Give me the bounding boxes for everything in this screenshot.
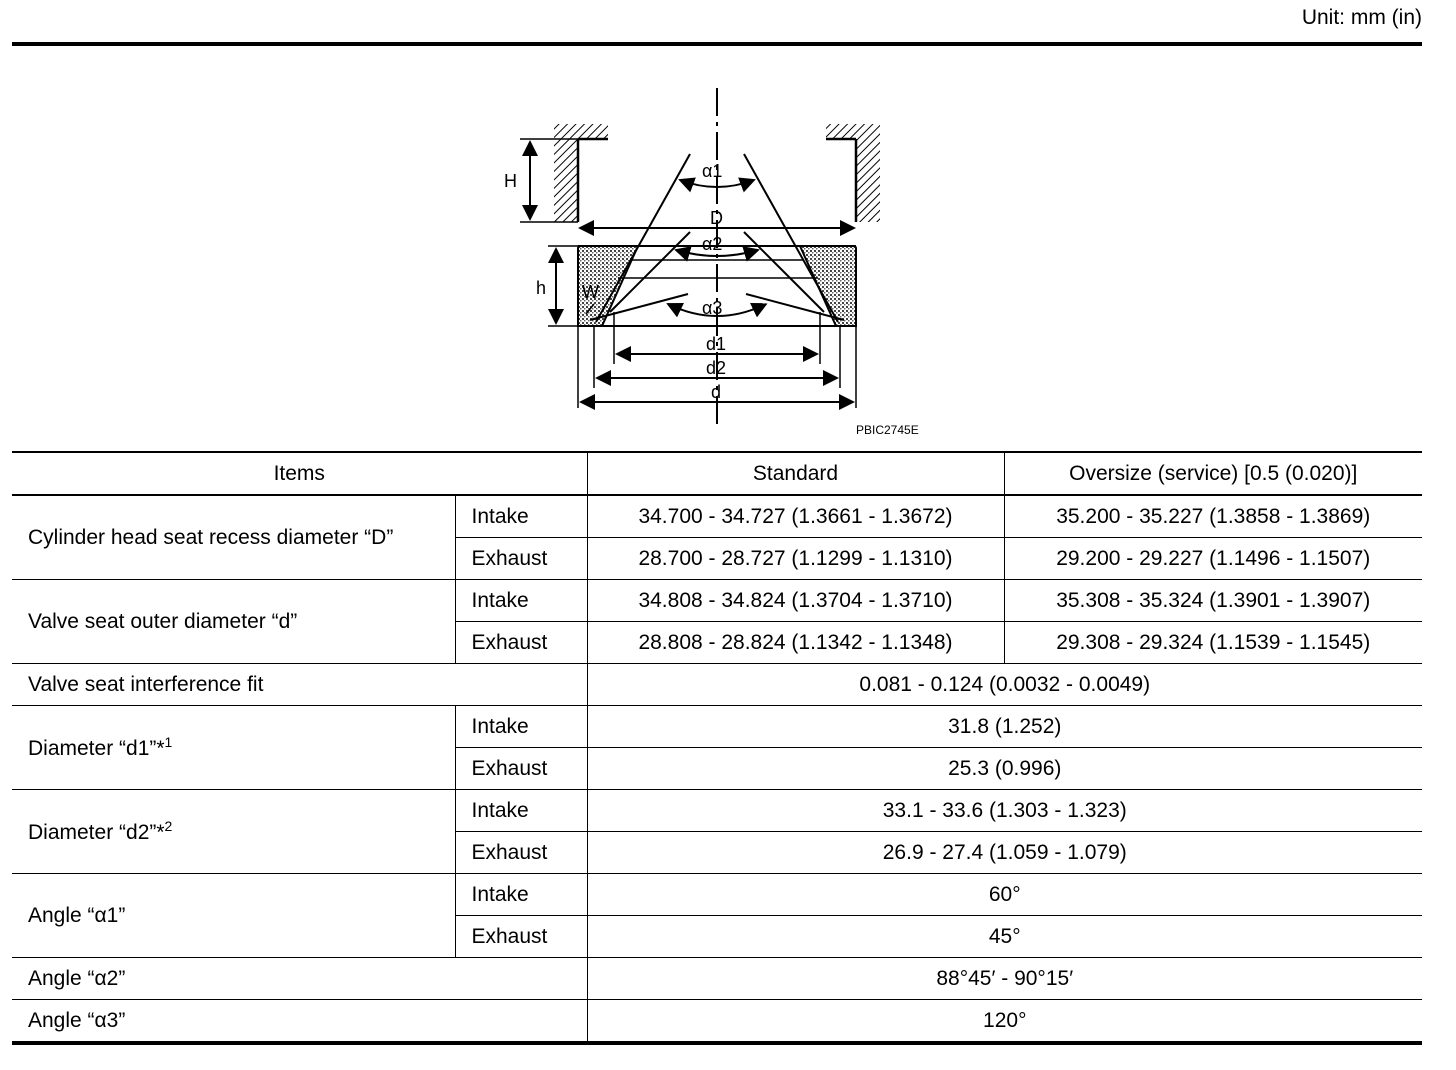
value-cell: 34.700 - 34.727 (1.3661 - 1.3672) (587, 495, 1004, 538)
value-cell: 28.808 - 28.824 (1.1342 - 1.1348) (587, 622, 1004, 664)
value-cell: 60° (587, 874, 1422, 916)
header-standard: Standard (587, 452, 1004, 495)
label-a2: α2 (702, 234, 723, 254)
value-cell: 0.081 - 0.124 (0.0032 - 0.0049) (587, 664, 1422, 706)
value-cell: 26.9 - 27.4 (1.059 - 1.079) (587, 832, 1422, 874)
footnote-mark: 2 (164, 818, 173, 834)
item-label-text: Diameter “d1”* (28, 737, 165, 760)
table-row (12, 790, 1422, 832)
item-label: Valve seat interference fit (12, 664, 587, 706)
label-H: H (504, 171, 517, 191)
value-cell: 45° (587, 916, 1422, 958)
item-label (12, 790, 455, 874)
valve-seat-drawing (490, 82, 950, 442)
label-a3: α3 (702, 298, 723, 318)
item-label: Valve seat outer diameter “d” (12, 580, 455, 664)
table-row (12, 580, 1422, 622)
sub-label: Exhaust (455, 748, 587, 790)
sub-label: Intake (455, 790, 587, 832)
value-cell: 35.308 - 35.324 (1.3901 - 1.3907) (1004, 580, 1422, 622)
header-items: Items (12, 452, 587, 495)
footnote-mark: 1 (164, 734, 173, 750)
header-oversize: Oversize (service) [0.5 (0.020)] (1004, 452, 1422, 495)
valve-seat-diagram (490, 82, 950, 442)
figure-code: PBIC2745E (856, 423, 919, 437)
label-a1: α1 (702, 161, 723, 181)
sub-label: Exhaust (455, 916, 587, 958)
value-cell: 28.700 - 28.727 (1.1299 - 1.1310) (587, 538, 1004, 580)
item-label: Angle “α3” (12, 1000, 587, 1044)
label-D: D (710, 208, 723, 228)
item-label-text: Diameter “d2”* (28, 821, 165, 844)
value-cell: 25.3 (0.996) (587, 748, 1422, 790)
sub-label: Intake (455, 580, 587, 622)
table-row (12, 664, 1422, 706)
value-cell: 31.8 (1.252) (587, 706, 1422, 748)
sub-label: Intake (455, 874, 587, 916)
table-header-row (12, 452, 1422, 495)
value-cell: 88°45′ - 90°15′ (587, 958, 1422, 1000)
table-row (12, 958, 1422, 1000)
label-d: d (711, 382, 722, 402)
item-label (12, 706, 455, 790)
sub-label: Exhaust (455, 538, 587, 580)
table-row (12, 706, 1422, 748)
value-cell: 33.1 - 33.6 (1.303 - 1.323) (587, 790, 1422, 832)
unit-label: Unit: mm (in) (1301, 6, 1422, 29)
label-d1: d1 (706, 334, 727, 354)
item-label: Angle “α2” (12, 958, 587, 1000)
sub-label: Exhaust (455, 832, 587, 874)
label-d2: d2 (706, 358, 727, 378)
sub-label: Intake (455, 706, 587, 748)
sub-label: Intake (455, 495, 587, 538)
value-cell: 29.308 - 29.324 (1.1539 - 1.1545) (1004, 622, 1422, 664)
sub-label: Exhaust (455, 622, 587, 664)
label-h: h (536, 278, 547, 298)
valve-seat-spec-table (12, 451, 1422, 1045)
table-row (12, 874, 1422, 916)
item-label: Cylinder head seat recess diameter “D” (12, 495, 455, 580)
top-rule (12, 42, 1422, 46)
value-cell: 120° (587, 1000, 1422, 1044)
value-cell: 34.808 - 34.824 (1.3704 - 1.3710) (587, 580, 1004, 622)
value-cell: 35.200 - 35.227 (1.3858 - 1.3869) (1004, 495, 1422, 538)
label-W: W (582, 282, 599, 302)
item-label: Angle “α1” (12, 874, 455, 958)
value-cell: 29.200 - 29.227 (1.1496 - 1.1507) (1004, 538, 1422, 580)
table-row (12, 1000, 1422, 1044)
table-row (12, 495, 1422, 538)
